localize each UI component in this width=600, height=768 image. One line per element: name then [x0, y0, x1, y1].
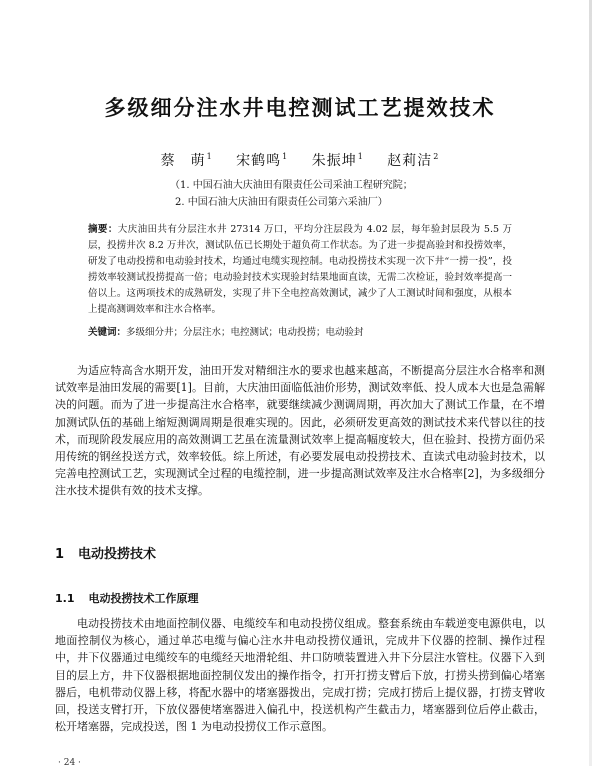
- affiliation-1: （1. 中国石油大庆油田有限责任公司采油工程研究院；: [170, 180, 413, 191]
- abstract-label: 摘要：: [88, 224, 118, 235]
- paper-title: 多级细分注水井电控测试工艺提效技术: [104, 96, 496, 120]
- section-1-1-paragraph: 电动投捞技术由地面控制仪器、电缆绞车和电动投捞仪组成。整套系统由车载逆变电源供电，以地面控制仪为核心，通过单芯电缆与偏心注水井电动投捞仪通讯，完成井下仪器的控制、操作过程中，井下仪器通过电缆绞车的电缆经天地滑轮组、井口防喷装置进入井下分层注水管柱。仪器下入到目的层上方，井下仪器根据地面控制仪发出的操作指令，打开打捞支臂后下放，打捞头捞到偏心堵塞器后，电机带动仪器上移，将配水器中的堵塞器拨出，完成打捞；完成打捞后上提仪器，打捞支臂收回，投送支臂打开，下放仪器使堵塞器进入偏孔中，投送机构产生截击力，堵塞器到位后停止截击，松开堵塞器，完成投送，图 1 为电动投捞仪工作示意图。: [55, 617, 545, 734]
- intro-paragraph: 为适应特高含水期开发，油田开发对精细注水的要求也越来越高，不断提高分层注水合格率和测试效率是油田发展的需要[1]。目前，大庆油田面临低油价形势，测试效率低、投人成本大也是急需解决的问题。而为了进一步提高注水合格率，就要继续减少测调周期，再次加大了测试工作量，在不增加测试队伍的基础上缩短测调周期是很难实现的。因此，必须研发更高效的测试技术来代替以往的技术，而现阶段发展应用的高效测调工艺虽在流量测试效率上提高幅度较大，但在验封、投捞方面仍采用传统的钢丝投送方式，效率较低。综上所述，有必要发展电动投捞技术、直读式电动验封技术，以完善电控测试工艺，实现测试全过程的电缆控制，进一步提高测试效率及注水合格率[2]，为多级细分注水技术提供有效的技术支撑。: [55, 364, 545, 498]
- section-number: 1: [55, 547, 65, 562]
- keywords-text: 多级细分井；分层注水；电控测试；电动投捞；电动验封: [126, 327, 364, 338]
- keywords-label: 关键词：: [88, 327, 127, 338]
- author-2: 宋鹤鸣$^1$: [236, 152, 289, 169]
- author-4: 赵莉洁$^2$: [387, 152, 440, 169]
- author-1: 蔡 萌$^1$: [160, 152, 213, 169]
- subsection-number: 1.1: [55, 592, 75, 605]
- affiliation-2: 2. 中国石油大庆油田有限责任公司第六采油厂）: [175, 197, 388, 208]
- page-number: · 24 ·: [58, 758, 81, 768]
- abstract-text: 大庆油田共有分层注水井 27314 万口，平均分注层段为 4.02 层，每年验封层段为 5.5 万层，投捞井次 8.2 万井次，测试队伍已长期处于超负荷工作状态。为了进一步提高验封和投捞效率，研发了电动投捞和电动验封技术，均通过电缆实现控制。电动投捞技术实现一次下井“一捞一投”，投捞效率较测试投捞提高一倍；电动验封技术实现验封结果地面直读，无需二次检证，验封效率提高一倍以上。这两项技术的成熟研发，实现了井下全电控高效测试，减少了人工测试时间和强度，从根本上提高测调效率和注水合格率。: [88, 224, 512, 315]
- section-heading-1: [55, 543, 156, 562]
- author-line: [0, 150, 600, 170]
- subsection-heading-1-1: [55, 590, 199, 606]
- abstract: [88, 222, 512, 318]
- subsection-title: 电动投捞技术工作原理: [88, 592, 199, 605]
- keywords: [88, 326, 512, 340]
- author-3: 朱振坤$^1$: [311, 152, 364, 169]
- section-title: 电动投捞技术: [78, 547, 157, 562]
- scan-edge: [589, 0, 592, 766]
